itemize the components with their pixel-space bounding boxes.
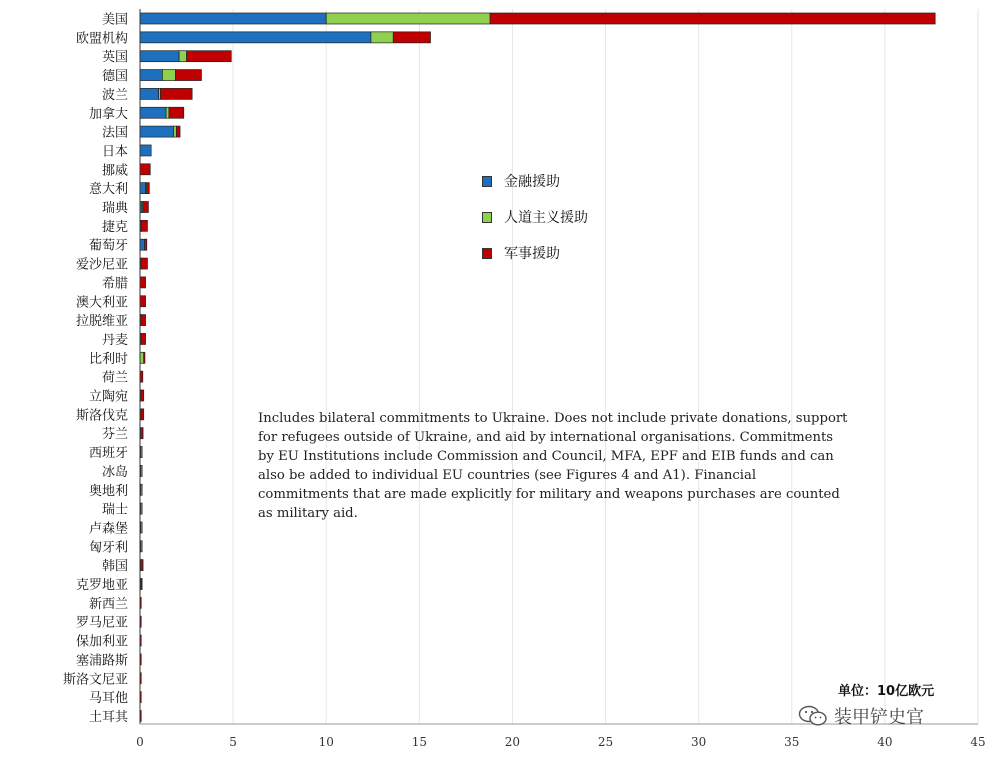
category-label: 爱沙尼亚 [75, 257, 128, 273]
bar-segment [141, 409, 144, 420]
bar-segment [141, 315, 146, 326]
bar-segment [141, 579, 142, 590]
watermark [798, 703, 924, 729]
bar-segment [140, 239, 145, 250]
bar-segment [140, 126, 174, 137]
bar-segment [140, 164, 150, 175]
bar-segment [141, 333, 146, 344]
chart-note: Includes bilateral commitments to Ukraine. Does not include private donations, support for refugees outside of Ukraine, and aid by international organisations. Commitments by EU Institutions include Commission and Council, MFA, EPF and EIB funds and can also be added to individual EU countries (see Figures 4 and A1). Financial commitments that are made explicitly for military and weapons purchases are counted as military aid. [258, 411, 848, 521]
category-label: 奥地利 [88, 483, 128, 499]
category-labels [63, 13, 129, 725]
x-tick-label: 40 [877, 735, 893, 749]
bar-segment [179, 51, 186, 62]
x-tick-label: 20 [504, 735, 521, 749]
x-axis-ticks [136, 735, 985, 749]
bar-segment [146, 239, 147, 250]
bar-segment [141, 220, 148, 231]
bar-segment [140, 51, 179, 62]
x-tick-label: 30 [691, 735, 707, 749]
bar-segment [176, 126, 180, 137]
bars [140, 13, 935, 721]
bar-segment [326, 13, 490, 24]
legend-swatch-financial [482, 176, 492, 187]
bar-segment [141, 503, 142, 514]
bar-segment [166, 107, 169, 118]
category-label: 斯洛伐克 [75, 408, 128, 424]
category-label: 马耳他 [88, 691, 128, 707]
legend [482, 163, 588, 271]
category-label: 比利时 [88, 351, 128, 367]
bar-segment [140, 32, 371, 43]
bar-segment [371, 32, 393, 43]
x-tick-label: 25 [597, 735, 614, 749]
category-label: 希腊 [101, 276, 128, 292]
category-label: 荷兰 [101, 370, 128, 386]
legend-item-military [482, 235, 588, 271]
bar-segment [160, 88, 192, 99]
bar-segment [141, 522, 142, 533]
bar-segment [140, 277, 146, 288]
legend-label-humanitarian: 人道主义援助 [504, 210, 588, 226]
category-label: 英国 [101, 50, 128, 66]
wechat-icon [798, 705, 828, 727]
legend-swatch-humanitarian [482, 212, 492, 223]
category-label: 西班牙 [88, 446, 128, 462]
legend-label-military: 军事援助 [504, 246, 560, 262]
x-tick-label: 45 [970, 735, 986, 749]
category-label: 保加利亚 [75, 634, 128, 650]
x-tick-label: 15 [411, 735, 427, 749]
category-label: 欧盟机构 [75, 31, 128, 47]
legend-item-financial [482, 163, 588, 199]
category-label: 捷克 [101, 219, 128, 235]
bar-segment [175, 70, 201, 81]
category-label: 瑞典 [101, 201, 128, 216]
category-label: 日本 [101, 144, 128, 160]
category-label: 土耳其 [88, 709, 128, 725]
legend-item-humanitarian [482, 199, 588, 235]
bar-segment [169, 107, 184, 118]
bar-segment [140, 183, 146, 194]
bar-segment [144, 352, 145, 363]
category-label: 法国 [101, 125, 128, 141]
x-tick-label: 0 [136, 735, 144, 749]
legend-swatch-military [482, 248, 492, 259]
category-label: 克罗地亚 [75, 578, 128, 593]
bar-segment [162, 70, 175, 81]
category-label: 葡萄牙 [88, 238, 128, 254]
bar-segment [140, 296, 146, 307]
bar-segment [140, 70, 162, 81]
category-label: 美国 [101, 12, 128, 28]
category-label: 冰岛 [101, 464, 128, 480]
bar-segment [147, 183, 150, 194]
bar-segment [490, 13, 935, 24]
category-label: 德国 [101, 69, 128, 85]
category-label: 塞浦路斯 [75, 653, 128, 669]
category-label: 新西兰 [88, 596, 128, 612]
category-label: 意大利 [88, 182, 128, 198]
category-label: 卢森堡 [88, 521, 128, 537]
watermark-text: 装甲铲史官 [834, 707, 924, 728]
category-label: 韩国 [101, 559, 128, 575]
bar-segment [141, 447, 142, 458]
bar-segment [174, 126, 177, 137]
bar-segment [141, 484, 142, 495]
x-tick-label: 35 [784, 735, 800, 749]
bar-segment [140, 352, 144, 363]
unit-label: 单位：10亿欧元 [838, 684, 935, 699]
category-label: 澳大利亚 [75, 295, 128, 311]
gridlines [233, 9, 978, 724]
bar-segment [141, 390, 144, 401]
category-label: 瑞士 [101, 502, 128, 518]
legend-label-financial: 金融援助 [504, 174, 560, 190]
bar-segment [142, 428, 143, 439]
bar-segment [140, 107, 166, 118]
bar-segment [142, 560, 143, 571]
bar-segment [140, 145, 151, 156]
bar-segment [187, 51, 232, 62]
bar-segment [140, 13, 326, 24]
bar-segment [141, 465, 142, 476]
bar-segment [141, 541, 142, 552]
category-label: 拉脱维亚 [75, 314, 128, 330]
category-label: 挪威 [101, 163, 128, 179]
bar-segment [143, 202, 149, 213]
category-label: 匈牙利 [88, 540, 128, 556]
x-tick-label: 10 [318, 735, 334, 749]
category-label: 丹麦 [101, 332, 128, 348]
category-label: 罗马尼亚 [75, 615, 128, 631]
bar-segment [393, 32, 430, 43]
category-label: 立陶宛 [88, 389, 128, 405]
category-label: 波兰 [101, 87, 128, 103]
bar-segment [140, 88, 159, 99]
category-label: 加拿大 [88, 106, 128, 122]
bar-segment [141, 258, 148, 269]
category-label: 芬兰 [101, 427, 128, 443]
x-tick-label: 5 [229, 735, 237, 749]
category-label: 斯洛文尼亚 [62, 672, 128, 688]
